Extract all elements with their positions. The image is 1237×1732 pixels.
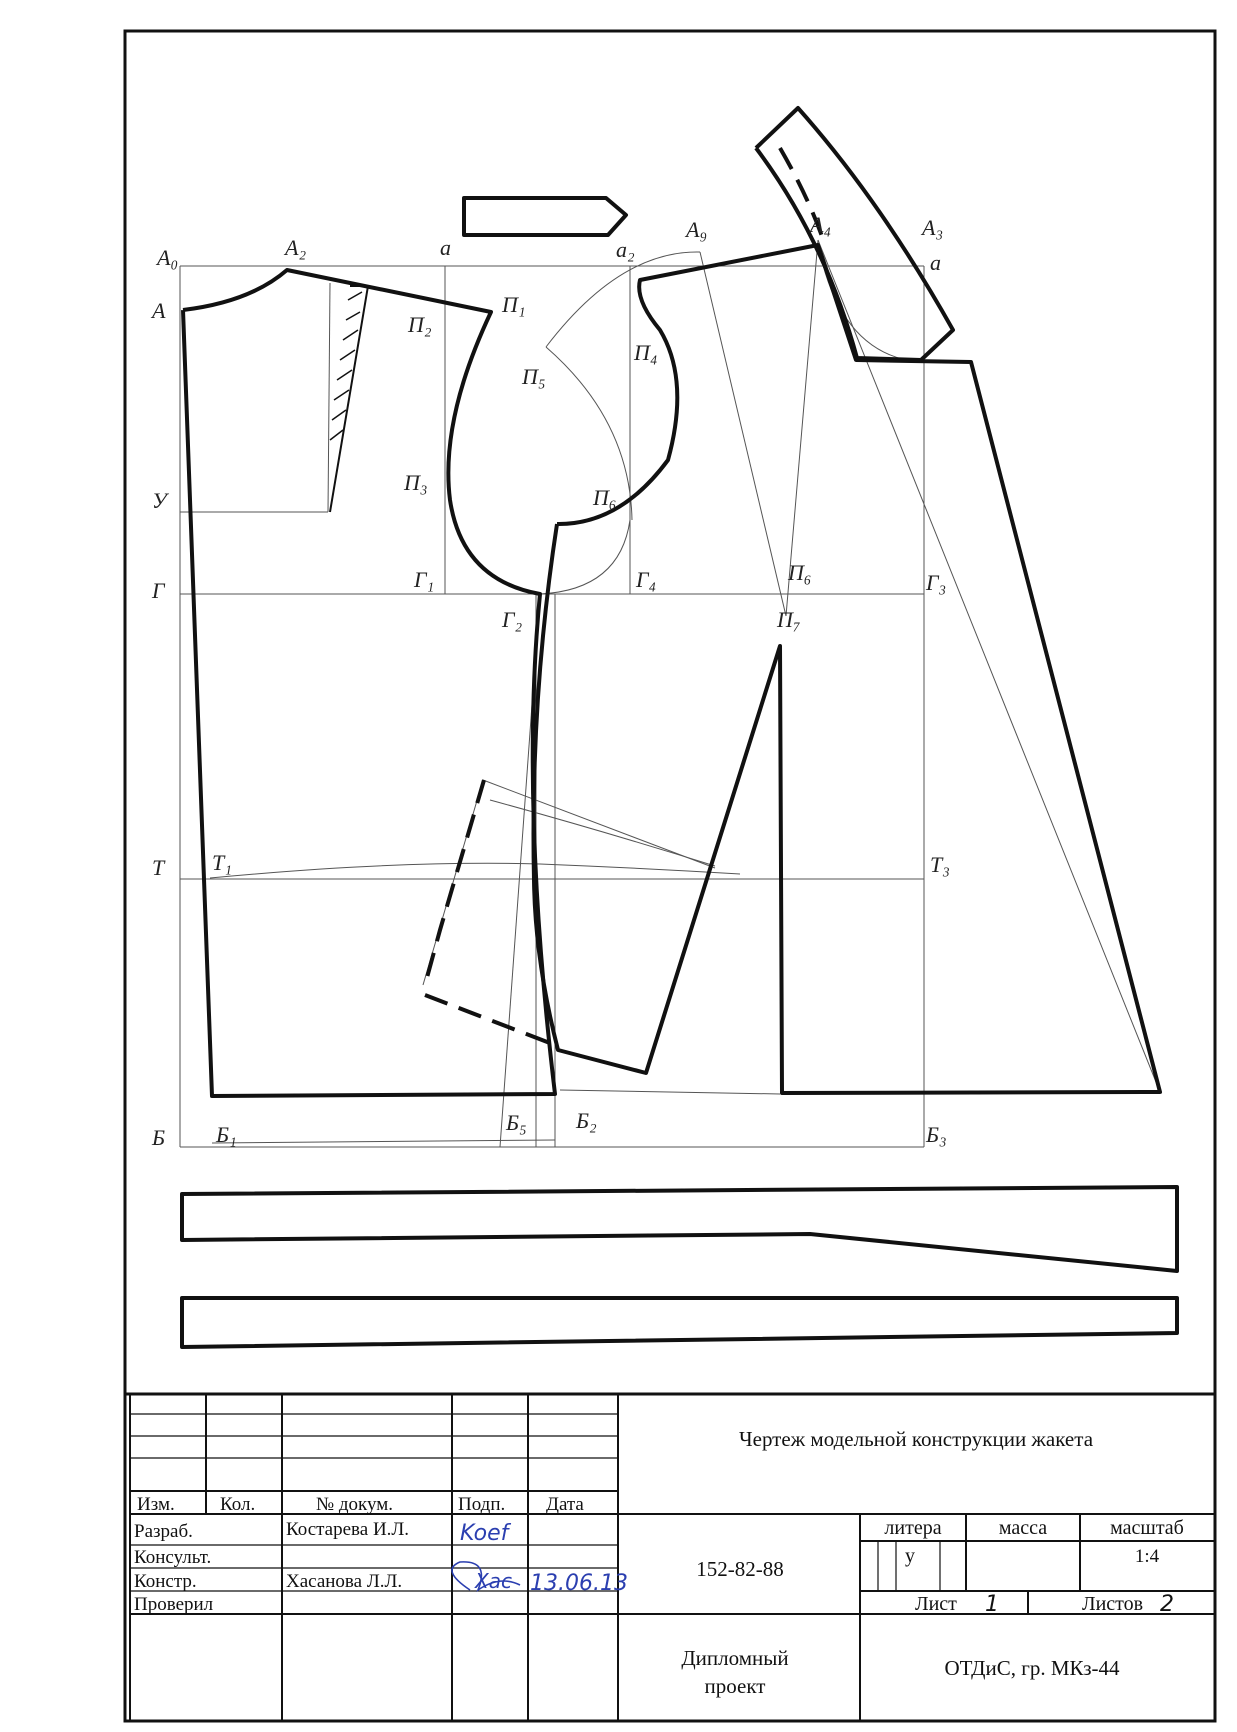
label-A4: A₄ (810, 212, 832, 237)
label-P6b: П₆ (788, 560, 812, 585)
massa-header: масса (998, 1517, 1048, 1539)
back-piece (183, 270, 555, 1096)
label-a2: a₂ (616, 237, 635, 262)
label-G3: Г₃ (926, 570, 947, 595)
label-B5: Б₅ (506, 1110, 527, 1135)
pattern-outlines (182, 108, 1177, 1347)
label-B1: Б₁ (216, 1122, 237, 1147)
sheets-total: 2 (1160, 1592, 1174, 1617)
name-razrab: Костарева И.Л. (286, 1519, 410, 1540)
header-dokum: № докум. (316, 1494, 394, 1515)
signature-razrab: Koef (460, 1521, 509, 1546)
signature-date: 13.06.13 (530, 1571, 628, 1596)
organization: ОТДиС, гр. МКз-44 (944, 1656, 1120, 1680)
waistband-piece (182, 1187, 1177, 1271)
dart-hatching (330, 286, 368, 512)
belt-piece (182, 1298, 1177, 1347)
signature-konstr: Хас (475, 1569, 512, 1593)
label-P3: П₃ (404, 470, 428, 495)
pocket-flap-piece (464, 198, 626, 235)
header-podp: Подп. (458, 1494, 506, 1515)
masshtab-value: 1:4 (1134, 1546, 1160, 1567)
drawing-title: Чертеж модельной конструкции жакета (738, 1427, 1094, 1451)
label-P2: П₂ (408, 312, 432, 337)
role-proveril: Проверил (134, 1594, 214, 1615)
label-T3: T₃ (930, 852, 950, 877)
sheet-number: 1 (985, 1592, 999, 1617)
label-G1: Г₁ (414, 567, 435, 592)
litera-value: у (905, 1545, 915, 1567)
label-G4: Г₄ (636, 567, 657, 592)
label-P6: П₆ (593, 485, 617, 510)
label-B2: Б₂ (576, 1108, 597, 1133)
label-B3: Б₃ (926, 1122, 947, 1147)
label-A2: A₂ (285, 235, 307, 260)
masshtab-header: масштаб (1110, 1517, 1184, 1539)
label-P7: П₇ (777, 607, 801, 632)
label-A0: A₀ (157, 245, 179, 270)
label-T1: T₁ (212, 850, 232, 875)
label-P4: П₄ (634, 340, 658, 365)
construction-grid (180, 240, 1160, 1147)
role-razrab: Разраб. (134, 1521, 193, 1542)
designation: 152-82-88 (696, 1557, 784, 1581)
label-Y: У (152, 488, 167, 513)
header-izm: Изм. (137, 1494, 175, 1515)
role-konstr: Констр. (134, 1571, 197, 1592)
doc-type-line2: проект (704, 1674, 766, 1698)
role-konsult: Консульт. (134, 1547, 212, 1568)
sheets-label: Листов (1082, 1593, 1144, 1615)
label-B: Б (152, 1125, 165, 1150)
label-T: T (152, 855, 165, 880)
litera-header: литера (884, 1517, 942, 1539)
label-P5: П₅ (522, 364, 546, 389)
dashed-lines (425, 148, 825, 1045)
sheet-frame (125, 31, 1215, 1721)
label-G2: Г₂ (502, 607, 523, 632)
sheet-label: Лист (915, 1593, 957, 1615)
header-kol: Кол. (220, 1494, 256, 1515)
label-G: Г (152, 578, 165, 603)
title-block (125, 1394, 1215, 1721)
label-a-right: a (930, 250, 941, 275)
front-piece (533, 245, 1160, 1093)
label-A: A (152, 298, 166, 323)
header-data: Дата (546, 1494, 584, 1515)
label-A3: A₃ (922, 215, 944, 240)
label-A9: A₉ (686, 217, 708, 242)
label-a: a (440, 235, 451, 260)
name-konstr: Хасанова Л.Л. (286, 1571, 403, 1592)
label-P1: П₁ (502, 292, 526, 317)
doc-type-line1: Дипломный (681, 1646, 789, 1670)
